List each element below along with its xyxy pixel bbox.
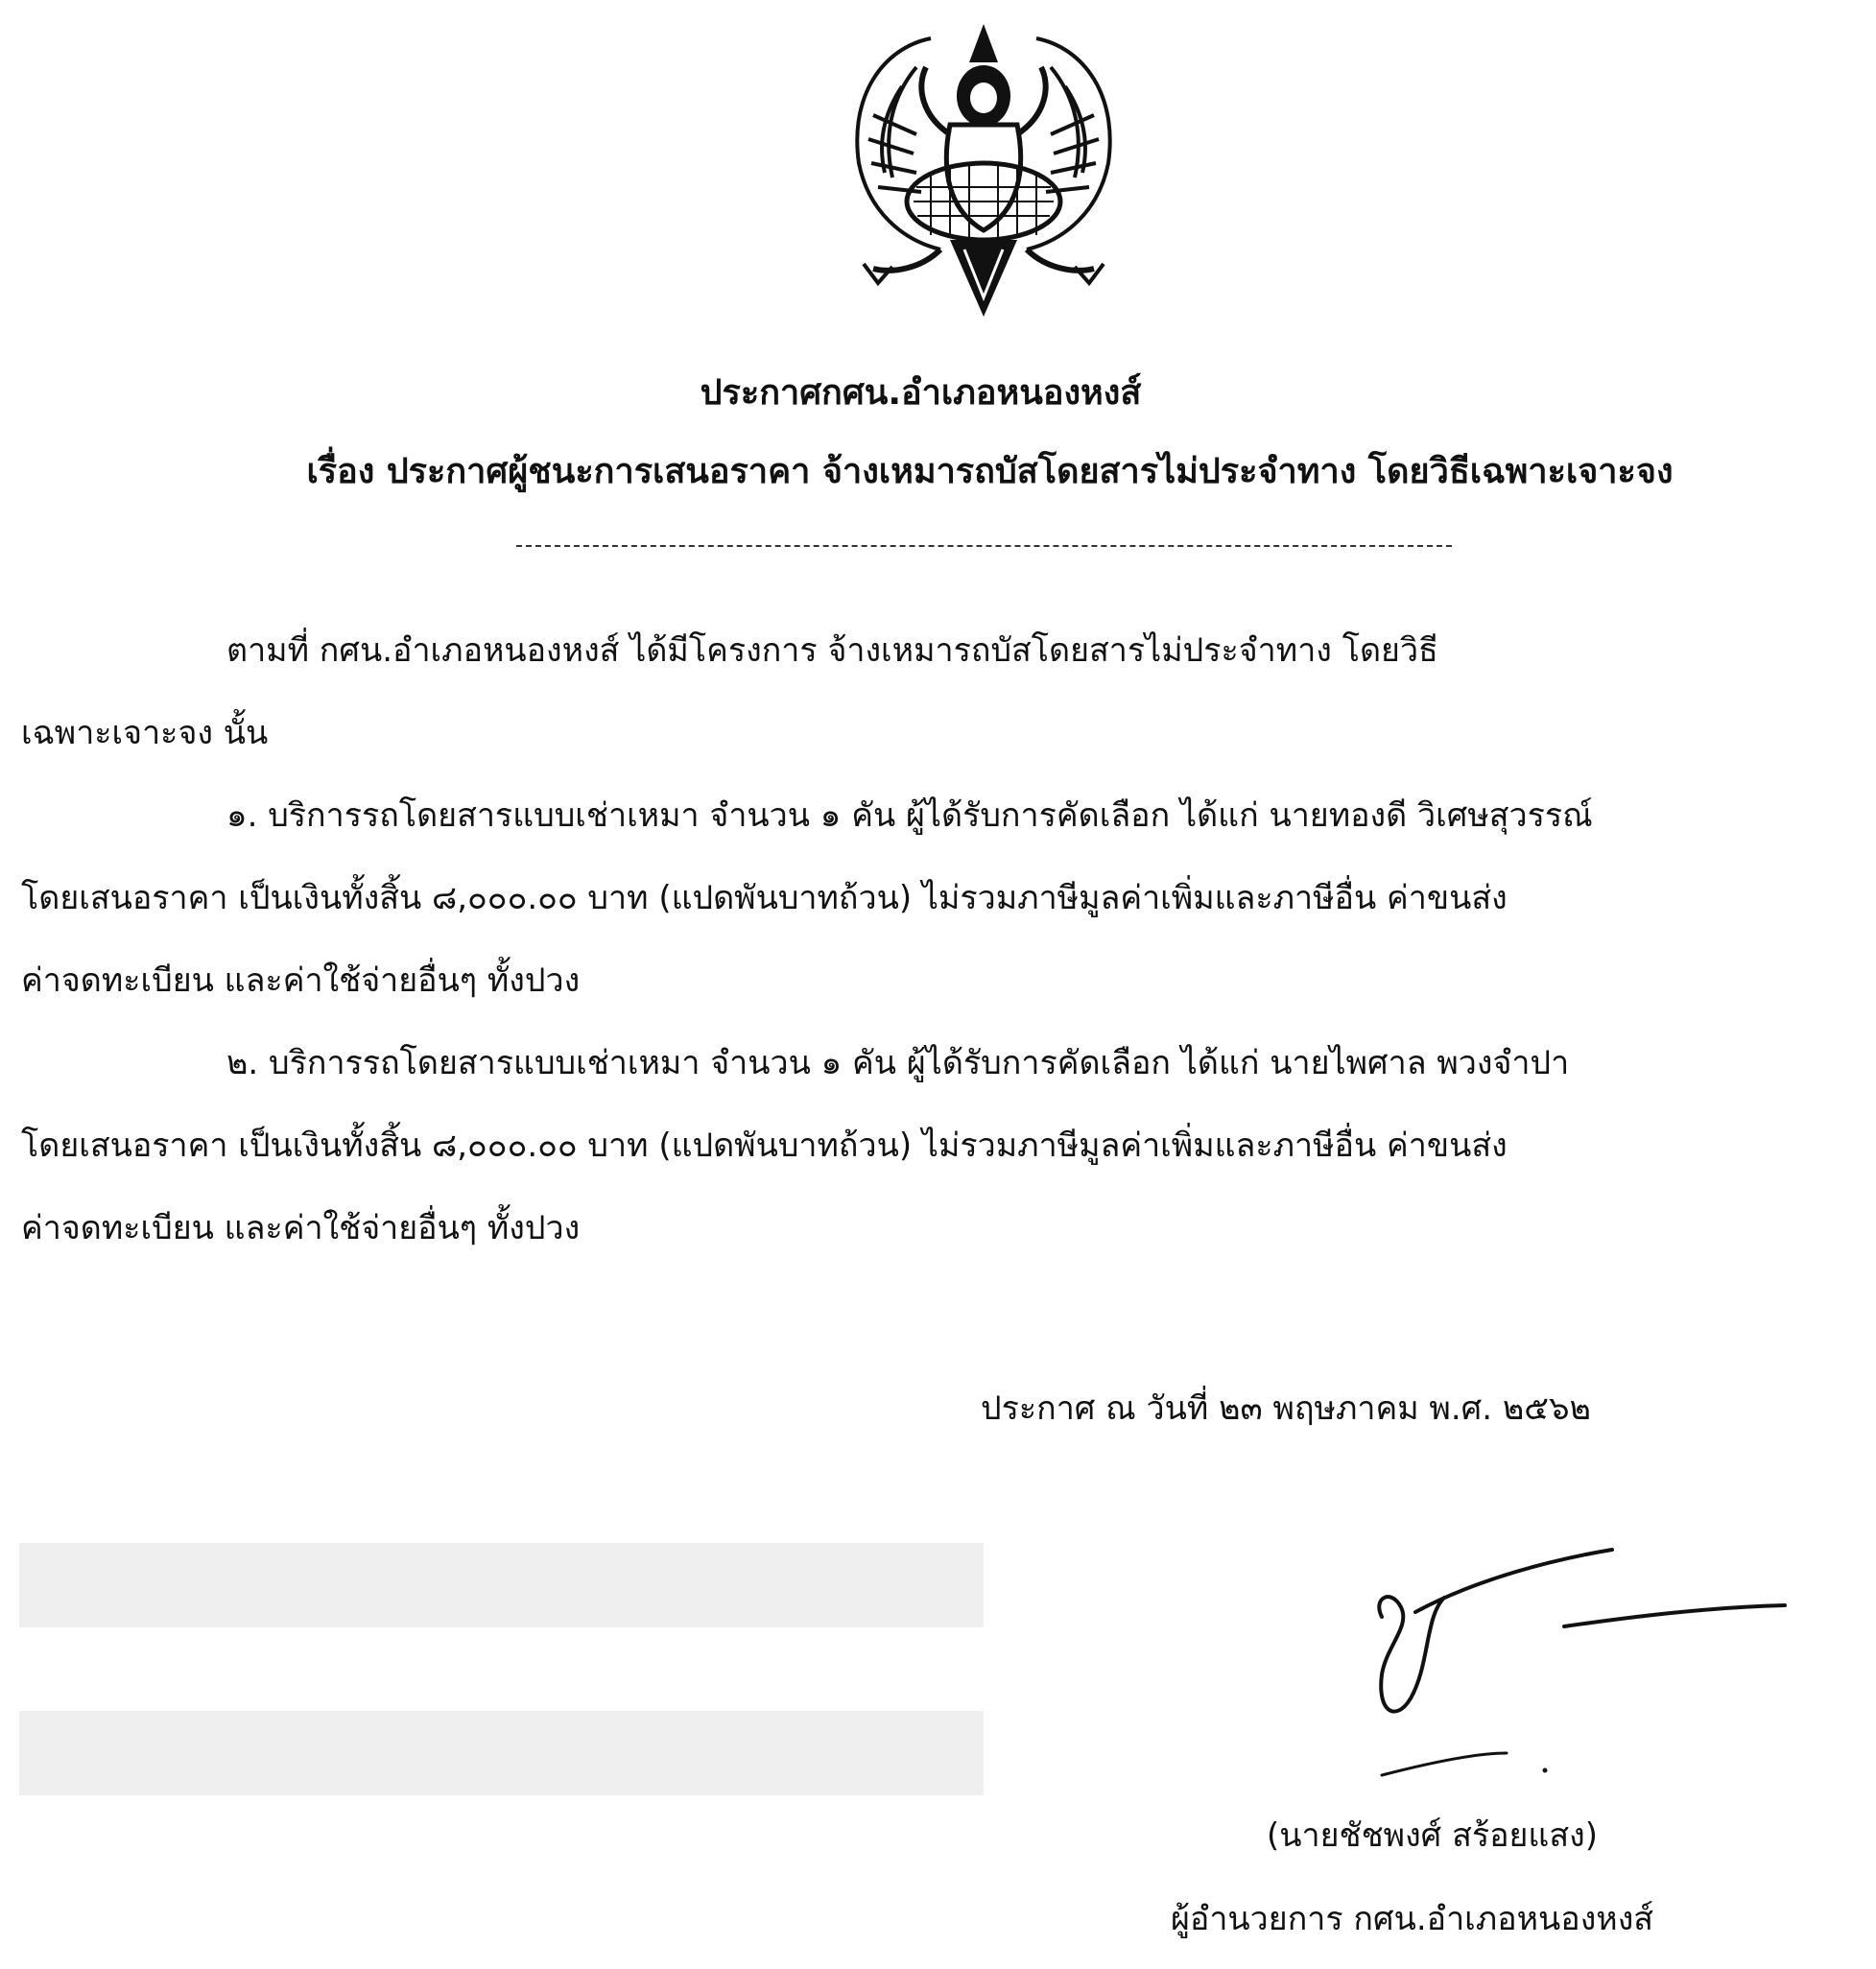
signer-name: (นายชัชพงศ์ สร้อยแสง) <box>1267 1816 1598 1855</box>
intro-line-1: ตามที่ กศน.อำเภอหนองหงส์ ได้มีโครงการ จ้างเหมารถบัสโดยสารไม่ประจำทาง โดยวิธี <box>226 631 1438 670</box>
item-1-line-3: ค่าจดทะเบียน และค่าใช้จ่ายอื่นๆ ทั้งปวง <box>21 961 581 1000</box>
item-1-line-2: โดยเสนอราคา เป็นเงินทั้งสิ้น ๘,๐๐๐.๐๐ บาท (แปดพันบาทถ้วน) ไม่รวมภาษีมูลค่าเพิ่มและภาษีอื่น ค่าขนส่ง <box>21 879 1508 917</box>
signer-title: ผู้อำนวยการ กศน.อำเภอหนองหงส์ <box>1171 1900 1654 1938</box>
redacted-block-1 <box>19 1543 984 1627</box>
title-divider <box>516 545 1452 547</box>
redacted-block-2 <box>19 1711 984 1795</box>
item-2-line-2: โดยเสนอราคา เป็นเงินทั้งสิ้น ๘,๐๐๐.๐๐ บาท (แปดพันบาทถ้วน) ไม่รวมภาษีมูลค่าเพิ่มและภาษีอื่น ค่าขนส่ง <box>21 1127 1508 1165</box>
announcement-subject: เรื่อง ประกาศผู้ชนะการเสนอราคา จ้างเหมารถบัสโดยสารไม่ประจำทาง โดยวิธีเฉพาะเจาะจง <box>306 452 1674 491</box>
item-2-line-1: ๒. บริการรถโดยสารแบบเช่าเหมา จำนวน ๑ คัน ผู้ได้รับการคัดเลือก ได้แก่ นายไพศาล พวงจำปา <box>226 1044 1570 1082</box>
handwritten-signature <box>1363 1540 1804 1790</box>
announcement-title: ประกาศกศน.อำเภอหนองหงส์ <box>700 373 1142 413</box>
garuda-emblem-icon <box>825 10 1142 336</box>
intro-line-2: เฉพาะเจาะจง นั้น <box>21 714 269 752</box>
item-2-line-3: ค่าจดทะเบียน และค่าใช้จ่ายอื่นๆ ทั้งปวง <box>21 1209 581 1247</box>
item-1-line-1: ๑. บริการรถโดยสารแบบเช่าเหมา จำนวน ๑ คัน ผู้ได้รับการคัดเลือก ได้แก่ นายทองดี วิเศษสุวรรณ์ <box>226 796 1593 835</box>
announcement-date: ประกาศ ณ วันที่ ๒๓ พฤษภาคม พ.ศ. ๒๕๖๒ <box>981 1389 1591 1428</box>
